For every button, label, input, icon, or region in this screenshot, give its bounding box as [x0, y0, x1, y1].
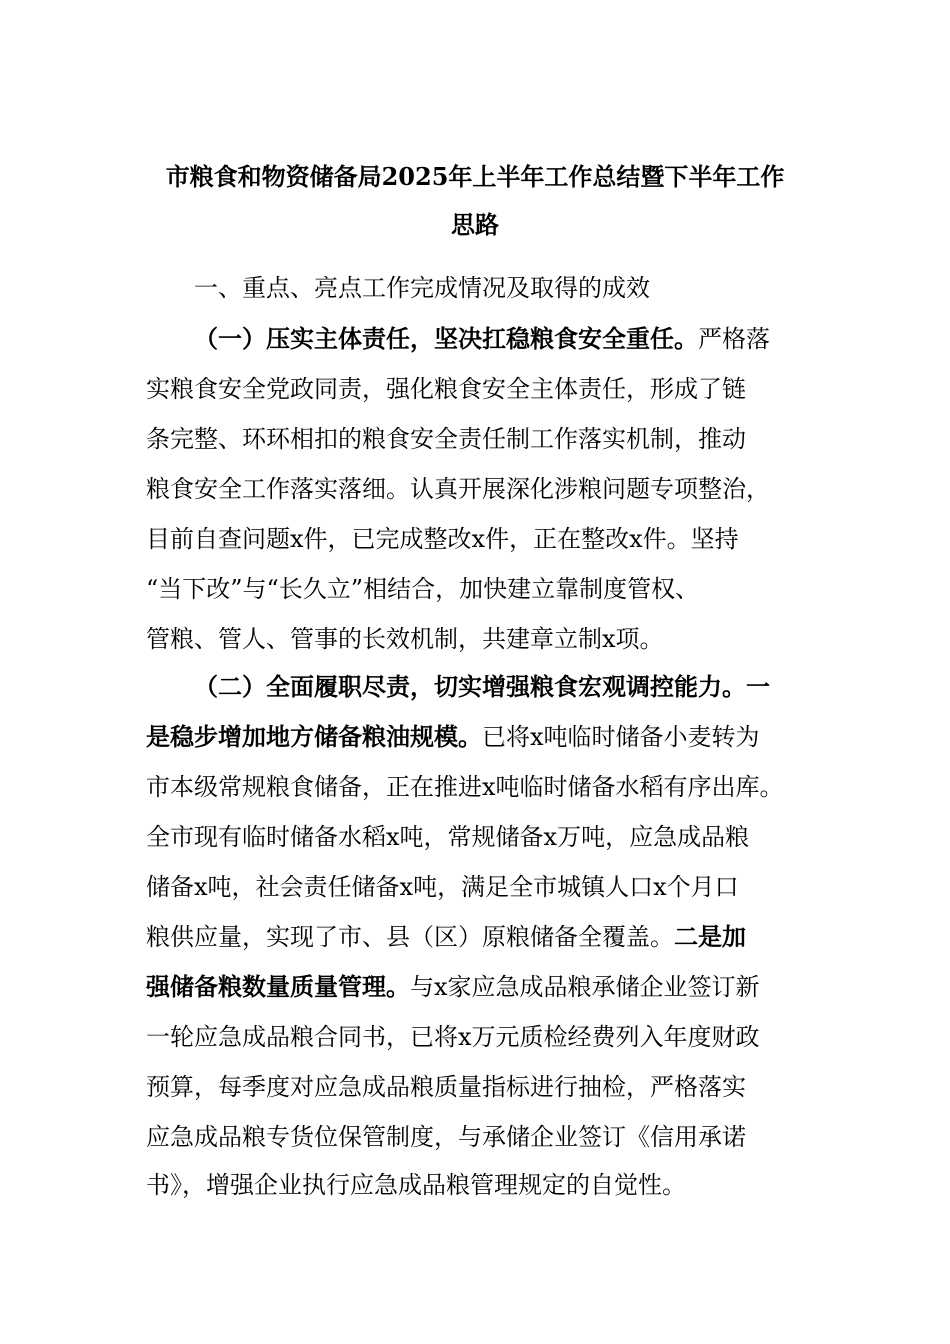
- paragraph-1-line-4: 粮食安全工作落实落细。认真开展深化涉粮问题专项整治，: [146, 475, 770, 503]
- paragraph-1-line-6: “当下改”与“长久立”相结合，加快建立靠制度管权、: [146, 575, 700, 603]
- paragraph-1-line-2: 实粮食安全党政同责，强化粮食安全主体责任，形成了链: [146, 375, 746, 403]
- paragraph-2-line-7: 强储备粮数量质量管理。与x家应急成品粮承储企业签订新: [146, 972, 760, 1001]
- paragraph-2-line-10: 应急成品粮专货位保管制度，与承储企业签订《信用承诺: [146, 1123, 746, 1151]
- document-title-line-1: 市粮食和物资储备局2025年上半年工作总结暨下半年工作: [165, 162, 785, 191]
- document-title-line-2: 思路: [451, 210, 499, 239]
- paragraph-2-line-1: （二）全面履职尽责，切实增强粮食宏观调控能力。一: [194, 672, 770, 701]
- paragraph-2-line-6: 粮供应量，实现了市、县（区）原粮储备全覆盖。二是加: [146, 922, 746, 951]
- paragraph-2-line-5: 储备x吨，社会责任储备x吨，满足全市城镇人口x个月口: [146, 873, 739, 901]
- paragraph-2-line-3: 市本级常规粮食储备，正在推进x吨临时储备水稻有序出库。: [146, 773, 784, 801]
- paragraph-2-line-11: 书》，增强企业执行应急成品粮管理规定的自觉性。: [146, 1171, 686, 1199]
- paragraph-2-line-8: 一轮应急成品粮合同书，已将x万元质检经费列入年度财政: [146, 1023, 760, 1051]
- paragraph-1-heading: （一）压实主体责任，坚决扛稳粮食安全重任。: [194, 324, 698, 353]
- section-heading: 一、重点、亮点工作完成情况及取得的成效: [194, 274, 650, 302]
- paragraph-1-line-1: [194, 321, 770, 357]
- paragraph-1-line-5: 目前自查问题x件，已完成整改x件，正在整改x件。坚持: [146, 525, 739, 553]
- paragraph-2-line-9: 预算，每季度对应急成品粮质量指标进行抽检，严格落实: [146, 1073, 746, 1101]
- paragraph-1-text: 严格落: [698, 325, 770, 353]
- paragraph-1-line-3: 条完整、环环相扣的粮食安全责任制工作落实机制，推动: [146, 425, 746, 453]
- paragraph-2-line-4: 全市现有临时储备水稻x吨，常规储备x万吨，应急成品粮: [146, 823, 750, 851]
- paragraph-2-heading: （二）全面履职尽责，切实增强粮食宏观调控能力。: [194, 672, 746, 701]
- paragraph-1-line-7: 管粮、管人、管事的长效机制，共建章立制x项。: [146, 625, 664, 653]
- paragraph-2-line-2: 是稳步增加地方储备粮油规模。已将x吨临时储备小麦转为: [146, 722, 760, 751]
